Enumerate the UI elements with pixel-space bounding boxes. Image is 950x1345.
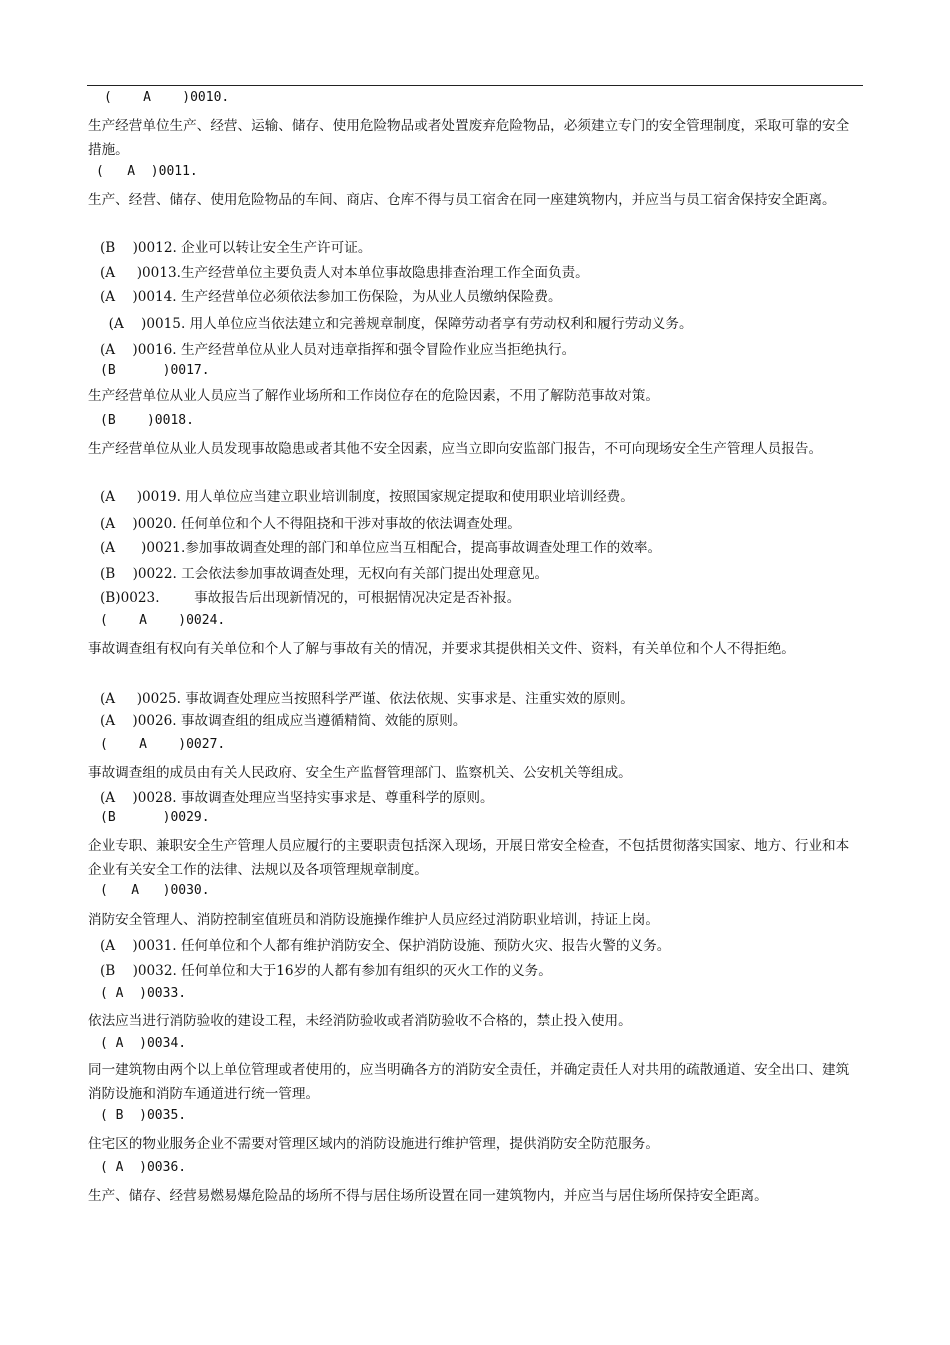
question-text-0027: 事故调查组的成员由有关人民政府、安全生产监督管理部门、监察机关、公安机关等组成。	[88, 765, 632, 781]
answer-line-0033: ( A )0033.	[100, 986, 187, 1001]
question-line-0026: (A )0026. 事故调查组的组成应当遵循精简、效能的原则。	[100, 713, 467, 729]
question-line-0028: (A )0028. 事故调查处理应当坚持实事求是、尊重科学的原则。	[100, 790, 494, 806]
question-text-0030: 消防安全管理人、消防控制室值班员和消防设施操作维护人员应经过消防职业培训，持证上岗。	[88, 912, 659, 928]
question-line-0020: (A )0020. 任何单位和个人不得阻挠和干涉对事故的依法调查处理。	[100, 516, 521, 532]
header-rule	[87, 85, 863, 86]
question-line-0032: (B )0032. 任何单位和大于16岁的人都有参加有组织的灭火工作的义务。	[100, 963, 552, 979]
question-text-0036: 生产、储存、经营易燃易爆危险品的场所不得与居住场所设置在同一建筑物内，并应当与居住场所保持安全距离。	[88, 1188, 768, 1204]
question-line-0031: (A )0031. 任何单位和个人都有维护消防安全、保护消防设施、预防火灾、报告火警的义务。	[100, 938, 671, 954]
question-text-0010: 生产经营单位生产、经营、运输、储存、使用危险物品或者处置废弃危险物品，必须建立专门的安全管理制度，采取可靠的安全措施。	[88, 118, 850, 158]
question-line-0012: (B )0012. 企业可以转让安全生产许可证。	[100, 240, 372, 256]
question-line-0016: (A )0016. 生产经营单位从业人员对违章指挥和强令冒险作业应当拒绝执行。	[100, 342, 576, 358]
answer-line-0034: ( A )0034.	[100, 1036, 187, 1051]
answer-line-0030: ( A )0030.	[100, 883, 210, 898]
answer-line-0035: ( B )0035.	[100, 1108, 187, 1123]
question-line-0023: (B)0023. 事故报告后出现新情况的，可根据情况决定是否补报。	[100, 590, 521, 606]
question-line-0025: (A )0025. 事故调查处理应当按照科学严谨、依法依规、实事求是、注重实效的原则。	[100, 691, 634, 707]
question-text-0029: 企业专职、兼职安全生产管理人员应履行的主要职责包括深入现场，开展日常安全检查，不包括贯彻落实国家、地方、行业和本企业有关安全工作的法律、法规以及各项管理规章制度。	[88, 838, 850, 878]
answer-line-0027: ( A )0027.	[100, 737, 226, 752]
question-text-0024: 事故调查组有权向有关单位和个人了解与事故有关的情况，并要求其提供相关文件、资料，有关单位和个人不得拒绝。	[88, 641, 795, 657]
question-line-0013: (A )0013.生产经营单位主要负责人对本单位事故隐患排查治理工作全面负责。	[100, 265, 589, 281]
question-text-0011: 生产、经营、储存、使用危险物品的车间、商店、仓库不得与员工宿舍在同一座建筑物内，并应当与员工宿舍保持安全距离。	[88, 192, 836, 208]
question-text-0033: 依法应当进行消防验收的建设工程，未经消防验收或者消防验收不合格的，禁止投入使用。	[88, 1013, 632, 1029]
question-text-0034: 同一建筑物由两个以上单位管理或者使用的，应当明确各方的消防安全责任，并确定责任人对共用的疏散通道、安全出口、建筑消防设施和消防车通道进行统一管理。	[88, 1062, 850, 1102]
question-text-0017: 生产经营单位从业人员应当了解作业场所和工作岗位存在的危险因素，不用了解防范事故对策。	[88, 388, 659, 404]
question-line-0021: (A )0021.参加事故调查处理的部门和单位应当互相配合，提高事故调查处理工作的效率。	[100, 540, 662, 556]
answer-line-0011: ( A )0011.	[96, 164, 198, 179]
question-line-0014: (A )0014. 生产经营单位必须依法参加工伤保险，为从业人员缴纳保险费。	[100, 289, 562, 305]
answer-line-0024: ( A )0024.	[100, 613, 226, 628]
question-line-0022: (B )0022. 工会依法参加事故调查处理，无权向有关部门提出处理意见。	[100, 566, 549, 582]
question-line-0019: (A )0019. 用人单位应当建立职业培训制度，按照国家规定提取和使用职业培训经费。	[100, 489, 634, 505]
question-line-0015: (A )0015. 用人单位应当依法建立和完善规章制度，保障劳动者享有劳动权利和履行劳动义务。	[100, 316, 693, 332]
answer-line-0010: ( A )0010.	[104, 90, 230, 105]
question-text-0018: 生产经营单位从业人员发现事故隐患或者其他不安全因素，应当立即向安监部门报告，不可向现场安全生产管理人员报告。	[88, 441, 823, 457]
answer-line-0018: (B )0018.	[100, 413, 194, 428]
answer-line-0017: (B )0017.	[100, 363, 210, 378]
answer-line-0036: ( A )0036.	[100, 1160, 187, 1175]
question-text-0035: 住宅区的物业服务企业不需要对管理区域内的消防设施进行维护管理，提供消防安全防范服务。	[88, 1136, 659, 1152]
answer-line-0029: (B )0029.	[100, 810, 210, 825]
